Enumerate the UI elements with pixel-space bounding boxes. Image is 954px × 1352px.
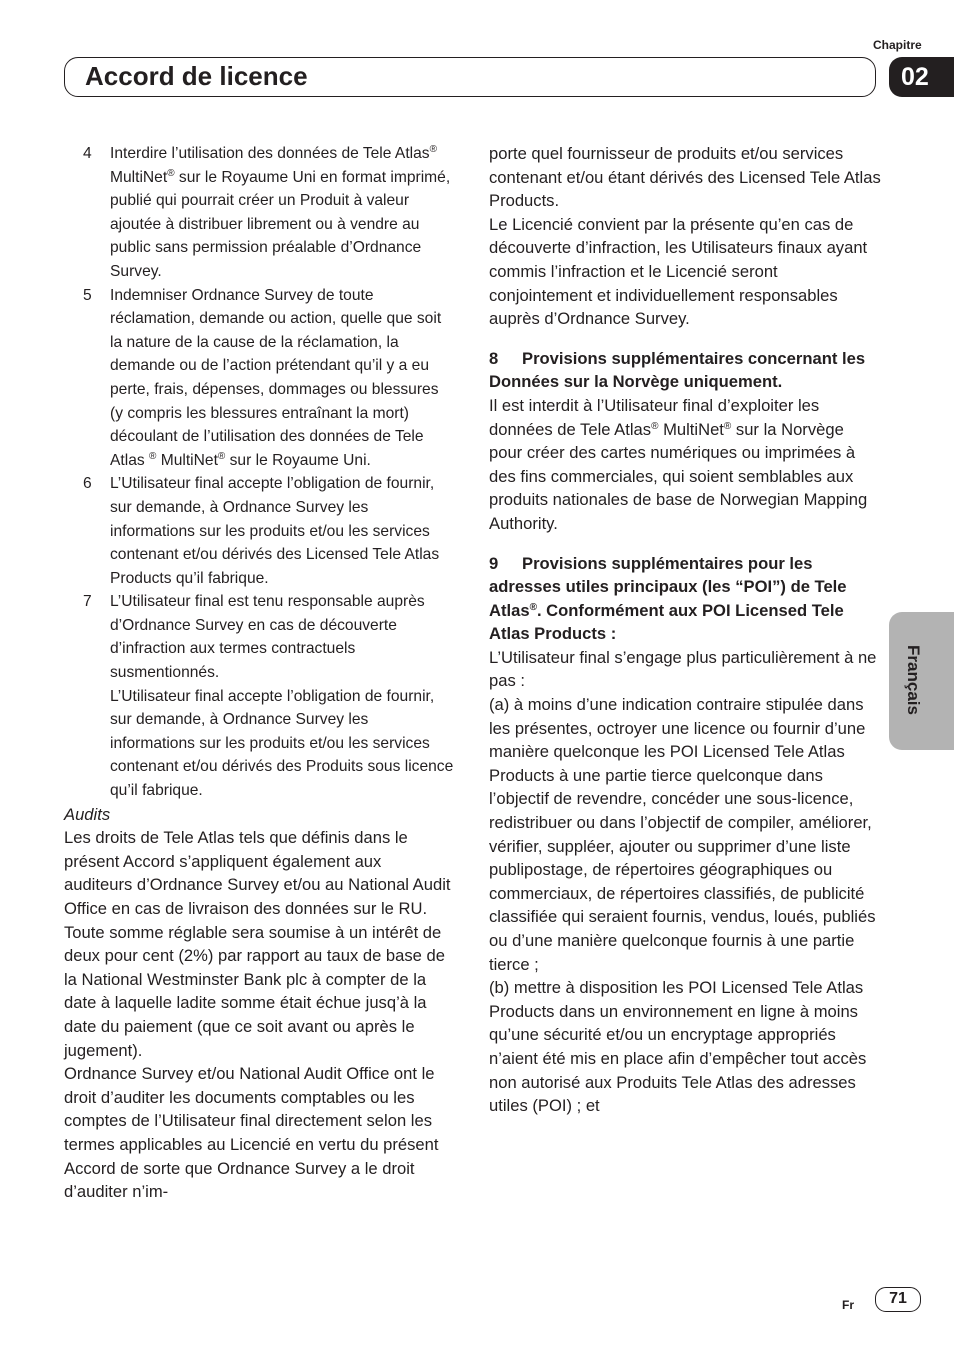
audits-subheading: Audits	[64, 804, 111, 824]
list-item	[64, 142, 454, 284]
chapter-badge: 02	[889, 57, 954, 97]
paragraph: Le Licencié convient par la présente qu’en cas de découverte d’infraction, les Utilisateurs finaux ayant commis l’infraction et le Licencié seront conjointement et individuellement responsables auprès d’Ordnance Survey.	[489, 214, 868, 329]
section-clause-b: (b) mettre à disposition les POI Licensed Tele Atlas Products dans un environnement en ligne à moins qu’une sécurité et/ou un encryptage appropriés n’aient été mis en place afin d’empêcher tout accès non autorisé aux Produits Tele Atlas des adresses utiles (POI) ; et	[489, 978, 867, 1116]
audits-paragraph: Les droits de Tele Atlas tels que définis dans le présent Accord s’appliquent également aux auditeurs d’Ordnance Survey et/ou au National Audit Office en cas de livraison des données sur le RU. Toute somme réglable sera soumise à un intérêt de deux pour cent (2%) par rapport au taux de base de la National Westminster Bank plc à compter de la date à laquelle ladite somme était échue jusq’à la date du paiement (que ce soit avant ou après le jugement).	[64, 828, 451, 1060]
section-title: Provisions supplémentaires concernant les Données sur la Norvège uniquement.	[489, 348, 866, 392]
list-item	[64, 472, 454, 590]
item-number: 7	[83, 593, 92, 611]
section-title: Provisions supplémentaires pour les adresses utiles principaux (les “POI”) de Tele Atlas®. Conformément aux POI Licensed Tele Atlas Products :	[489, 553, 847, 644]
section-body: Il est interdit à l’Utilisateur final d’exploiter les données de Tele Atlas® MultiNet® sur la Norvège pour créer des cartes numériques ou imprimées à des fins commerciales, qui soient semblables aux produits nationales de base de Norwegian Mapping Authority.	[489, 395, 868, 533]
item-text: Interdire l’utilisation des données de Tele Atlas® MultiNet® sur le Royaume Uni en format imprimé, publié qui pourrait créer un Produit à valeur ajoutée à distribuer librement ou à vendre au public sans permission préalable d’Ordnance Survey.	[110, 144, 451, 280]
item-number: 6	[83, 475, 92, 493]
list-item	[64, 284, 454, 473]
footer-lang: Fr	[842, 1298, 854, 1312]
section-clause-a: (a) à moins d’une indication contraire stipulée dans les présentes, octroyer une licence ou fournir d’une manière quelconque les POI Licensed Tele Atlas Products à une partie tierce quelconque dans l’objectif de revendre, concéder une sous-licence, redistribuer ou dans l’objectif de compiler, améliorer, vérifier, suppléer, ajouter ou supprimer d’une liste publipostage, de répertoires géographiques ou commerciaux, de répertoires classifiés, de publicité classifiée qui seraient fournis, vendus, loués, publiés ou d’une manière quelconque fournis à une partie tierce ;	[489, 695, 876, 974]
item-text: Indemniser Ordnance Survey de toute réclamation, demande ou action, quelle que soit la nature de la cause de la réclamation, la demande ou de l’action prétendant qu’il y a eu perte, frais, dépenses, dommages ou blessures (y compris les blessures entraînant la mort) découlant de l’utilisation des données de Tele Atlas ® MultiNet® sur le Royaume Uni.	[110, 286, 442, 469]
item-number: 5	[83, 286, 92, 304]
page-title: Accord de licence	[85, 61, 308, 91]
title-box	[64, 57, 876, 97]
item-number: 4	[83, 145, 92, 162]
section-heading-8	[489, 347, 881, 394]
paragraph: porte quel fournisseur de produits et/ou services contenant et/ou étant dérivés des Licensed Tele Atlas Products.	[489, 144, 881, 211]
language-label: Français	[904, 645, 923, 715]
chapter-label: Chapitre	[873, 38, 922, 52]
section-number: 9	[489, 553, 499, 573]
section-heading-9	[489, 552, 881, 646]
item-text-continued: L’Utilisateur final accepte l’obligation de fournir, sur demande, à Ordnance Survey les informations sur les produits et/ou les services contenant et/ou dérivés des Produits sous licence qu’il fabrique.	[110, 687, 454, 800]
audits-paragraph: Ordnance Survey et/ou National Audit Office ont le droit d’auditer les documents comptables ou les comptes de l’Utilisateur final directement selon les termes applicables au Licencié en vertu du présent Accord de sorte que Ordnance Survey a le droit d’auditer n’im-	[64, 1064, 439, 1202]
list-item	[64, 590, 454, 802]
item-text: L’Utilisateur final est tenu responsable auprès d’Ordnance Survey en cas de découverte d’infraction aux termes contractuels susmentionnés.	[110, 593, 425, 682]
section-number: 8	[489, 348, 499, 368]
page-number: 71	[875, 1287, 921, 1312]
left-column	[64, 142, 454, 1204]
section-intro: L’Utilisateur final s’engage plus particulièrement à ne pas :	[489, 647, 877, 691]
right-column	[489, 142, 881, 1118]
item-text: L’Utilisateur final accepte l’obligation de fournir, sur demande, à Ordnance Survey les informations sur les produits et/ou les services contenant et/ou dérivés des Licensed Tele Atlas Products qu’il fabrique.	[110, 475, 440, 587]
